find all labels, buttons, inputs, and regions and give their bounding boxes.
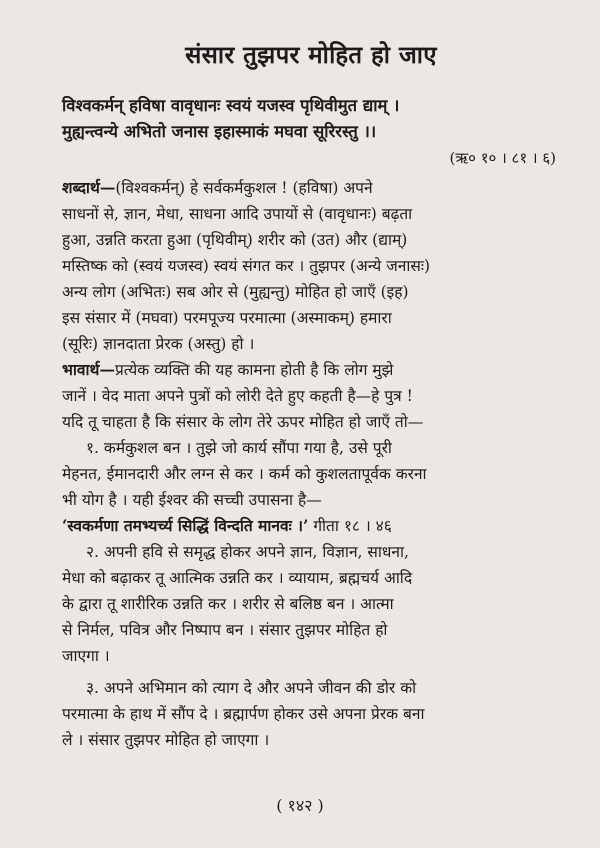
vedic-mantra — [62, 93, 560, 145]
shabdarth-label: शब्दार्थ— — [62, 178, 116, 197]
mantra-line: विश्वकर्मन् हविषा वावृधानः स्वयं यजस्व पृथिवीमुत द्याम् । — [62, 96, 400, 115]
mantra-reference: (ऋ० १० । ८१ । ६) — [449, 149, 556, 167]
bhavarth-label: भावार्थ— — [62, 360, 115, 379]
text-line: ले । संसार तुझपर मोहित हो जाएगा । — [62, 731, 270, 749]
point-one — [62, 435, 560, 513]
mantra-line: मुह्यन्त्वन्ये अभितो जनास इहास्माकं मघवा सूरिरस्तु ।। — [62, 122, 377, 141]
text-line: २. अपनी हवि से समृद्ध होकर अपने ज्ञान, विज्ञान, साधना, — [86, 543, 409, 561]
text-line: भी योग है । यही ईश्वर की सच्ची उपासना है— — [62, 491, 322, 509]
text-line: मेहनत, ईमानदारी और लग्न से कर । कर्म को कुशलतापूर्वक करना — [62, 465, 427, 483]
text-line: जाएगा । — [62, 647, 110, 665]
text-line: के द्वारा तू शारीरिक उन्नति कर । शरीर से बलिष्ठ बन । आत्मा — [62, 595, 394, 613]
text-line: इस संसार में (मघवा) परमपूज्य परमात्मा (अस्माकम्) हमारा — [62, 309, 392, 327]
point-three — [62, 675, 560, 753]
text-line: मेधा को बढ़ाकर तू आत्मिक उन्नति कर । व्यायाम, ब्रह्मचर्य आदि — [62, 569, 413, 587]
page-title: संसार तुझपर मोहित हो जाए — [185, 40, 437, 69]
text-line: हुआ, उन्नति करता हुआ (पृथिवीम्) शरीर को (उत) और (द्याम्) — [62, 231, 408, 249]
shabdarth-paragraph — [62, 175, 560, 357]
text-line: यदि तू चाहता है कि संसार के लोग तेरे ऊपर मोहित हो जाएँ तो— — [62, 413, 424, 431]
text-line: साधनों से, ज्ञान, मेधा, साधना आदि उपायों से (वावृधानः) बढ़ता — [62, 205, 413, 223]
quote-source: गीता १८ । ४६ — [308, 517, 392, 535]
text-line: (सूरिः) ज्ञानदाता प्रेरक (अस्तु) हो । — [62, 335, 255, 353]
text-line: मस्तिष्क को (स्वयं यजस्व) स्वयं संगत कर । तुझपर (अन्ये जनासः) — [62, 257, 430, 275]
gita-quote — [62, 513, 560, 539]
text-line: परमात्मा के हाथ में सौंप दे । ब्रह्मार्पण होकर उसे अपना प्रेरक बना — [62, 705, 425, 723]
text-line: (विश्वकर्मन्) हे सर्वकर्मकुशल ! (हविषा) अपने — [115, 179, 373, 197]
point-two — [62, 539, 560, 669]
text-line: अन्य लोग (अभितः) सब ओर से (मुह्यन्तु) मोहित हो जाएँ (इह) — [62, 283, 409, 301]
text-line: १. कर्मकुशल बन । तुझे जो कार्य सौंपा गया है, उसे पूरी — [86, 439, 392, 457]
text-line: ३. अपने अभिमान को त्याग दे और अपने जीवन की डोर को — [86, 679, 417, 697]
quote-text: ‘स्वकर्मणा तमभ्यर्च्य सिद्धिं विन्दति मानवः ।’ — [62, 516, 309, 535]
text-line: से निर्मल, पवित्र और निष्पाप बन । संसार तुझपर मोहित हो — [62, 621, 388, 639]
bhavarth-paragraph — [62, 357, 560, 435]
page-number: ( १४२ ) — [276, 796, 324, 815]
text-line: प्रत्येक व्यक्ति की यह कामना होती है कि लोग मुझे — [114, 361, 394, 379]
text-line: जानें । वेद माता अपने पुत्रों को लोरी देते हुए कहती है—हे पुत्र ! — [62, 387, 413, 405]
